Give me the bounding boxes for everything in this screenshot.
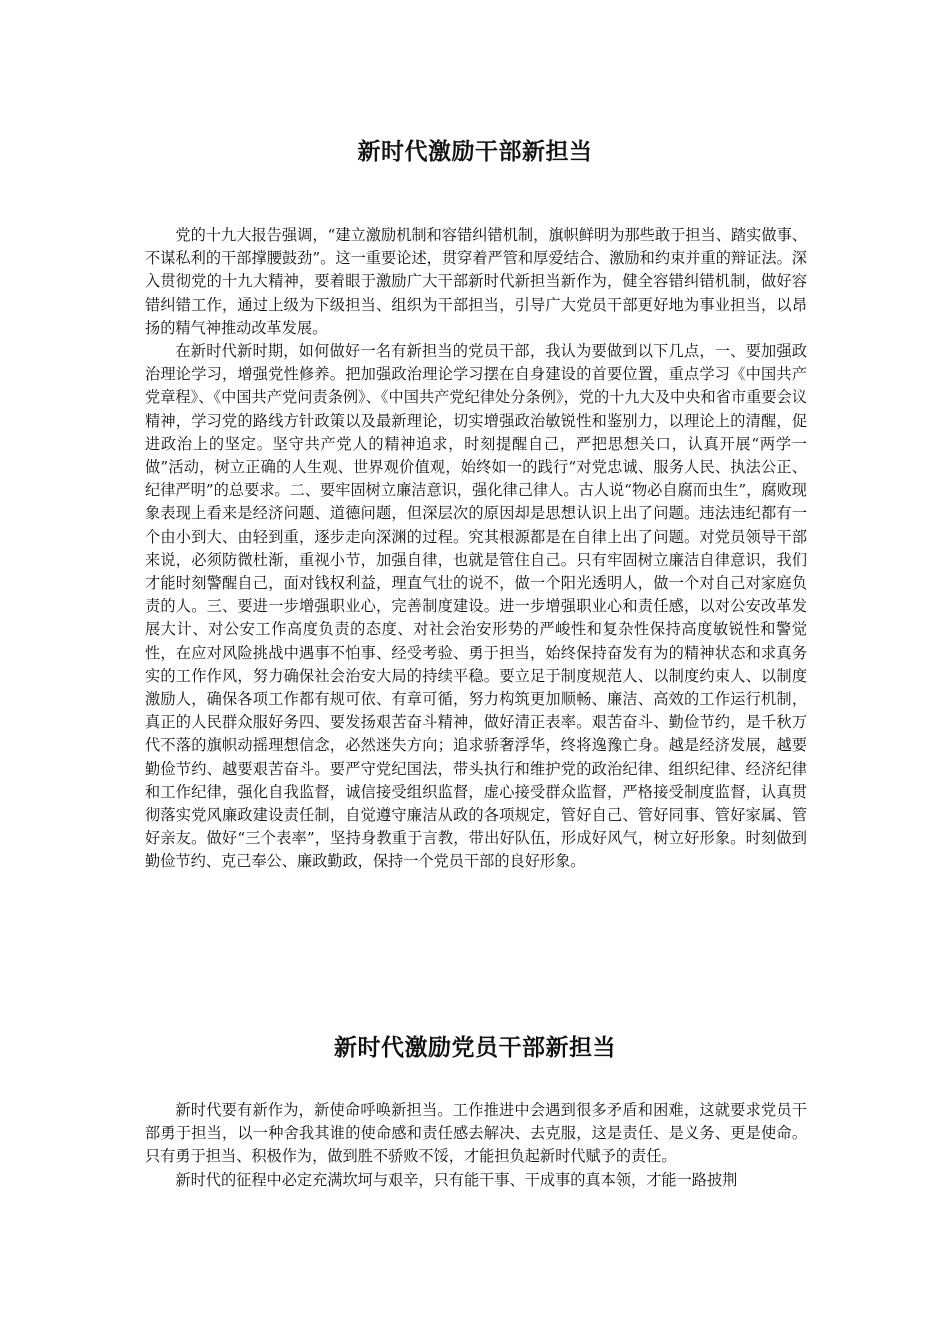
paragraph: 在新时代新时期，如何做好一名有新担当的党员干部，我认为要做到以下几点，一、要加强政治理论学习，增强党性修养。把加强政治理论学习摆在自身建设的首要位置，重点学习《中国共产党章程》、《中国共产党问责条例》、《中国共产党纪律处分条例》，党的十九大及中央和省市重要会议精神，学习党的路线方针政策以及最新理论，切实增强政治敏锐性和鉴别力，以理论上的清醒，促进政治上的坚定。坚守共产党人的精神追求，时刻提醒自己，严把思想关口，认真开展“两学一做”活动，树立正确的人生观、世界观价值观，始终如一的践行“对党忠诚、服务人民、执法公正、纪律严明”的总要求。二、要牢固树立廉洁意识，强化律己律人。古人说“物必自腐而虫生”，腐败现象表现上看来是经济问题、道德问题，但深层次的原因却是思想认识上出了问题。违法违纪都有一个由小到大、由轻到重，逐步走向深渊的过程。究其根源都是在自律上出了问题。对党员领导干部来说，必须防微杜渐，重视小节，加强自律，也就是管住自己。只有牢固树立廉洁自律意识，我们才能时刻警醒自己，面对钱权利益，理直气壮的说不，做一个阳光透明人，做一个对自己对家庭负责的人。三、要进一步增强职业心，完善制度建设。进一步增强职业心和责任感，以对公安改革发展大计、对公安工作高度负责的态度、对社会治安形势的严峻性和复杂性保持高度敏锐性和警觉性，在应对风险挑战中遇事不怕事、经受考验、勇于担当，始终保持奋发有为的精神状态和求真务实的工作作风，努力确保社会治安大局的持续平稳。要立足于制度规范人、以制度约束人、以制度激励人，确保各项工作都有规可依、有章可循，努力构筑更加顺畅、廉洁、高效的工作运行机制，真正的人民群众服好务四、要发扬艰苦奋斗精神，做好清正表率。艰苦奋斗、勤俭节约，是千秋万代不落的旗帜动摇理想信念，必然迷失方向；追求骄奢浮华，终将逸豫亡身。越是经济发展，越要勤俭节约、越要艰苦奋斗。要严守党纪国法，带头执行和维护党的政治纪律、组织纪律、经济纪律和工作纪律，强化自我监督，诚信接受组织监督，虚心接受群众监督，严格接受制度监督，认真贯彻落实党风廉政建设责任制，自觉遵守廉洁从政的各项规定，管好自己、管好同事、管好家属、管好亲友。做好“三个表率”，坚持身教重于言教，带出好队伍，形成好风气，树立好形象。时刻做到勤俭节约、克己奉公、廉政勤政，保持一个党员干部的良好形象。 bbox=[145, 342, 807, 871]
paragraph: 新时代要有新作为，新使命呼唤新担当。工作推进中会遇到很多矛盾和困难，这就要求党员干部勇于担当，以一种舍我其谁的使命感和责任感去解决、去克服，这是责任、是义务、更是使命。只有勇于担当、积极作为，做到胜不骄败不馁，才能担负起新时代赋予的责任。 bbox=[145, 1101, 807, 1166]
section-2-body bbox=[145, 1099, 807, 1192]
section-2-title: 新时代激励党员干部新担当 bbox=[334, 1035, 616, 1061]
paragraph: 新时代的征程中必定充满坎坷与艰辛，只有能干事、干成事的真本领，才能一路披荆 bbox=[175, 1170, 738, 1189]
section-1-title: 新时代激励干部新担当 bbox=[357, 139, 593, 165]
paragraph: 党的十九大报告强调，“建立激励机制和容错纠错机制，旗帜鲜明为那些敢于担当、踏实做事、不谋私利的干部撑腰鼓劲”。这一重要论述，贯穿着严管和厚爱结合、激励和约束并重的辩证法。深入贯彻党的十九大精神，要着眼于激励广大干部新时代新担当新作为，健全容错纠错机制，做好容错纠错工作，通过上级为下级担当、组织为干部担当，引导广大党员干部更好地为事业担当，以昂扬的精气神推动改革发展。 bbox=[145, 226, 807, 337]
section-1-body bbox=[145, 224, 807, 874]
